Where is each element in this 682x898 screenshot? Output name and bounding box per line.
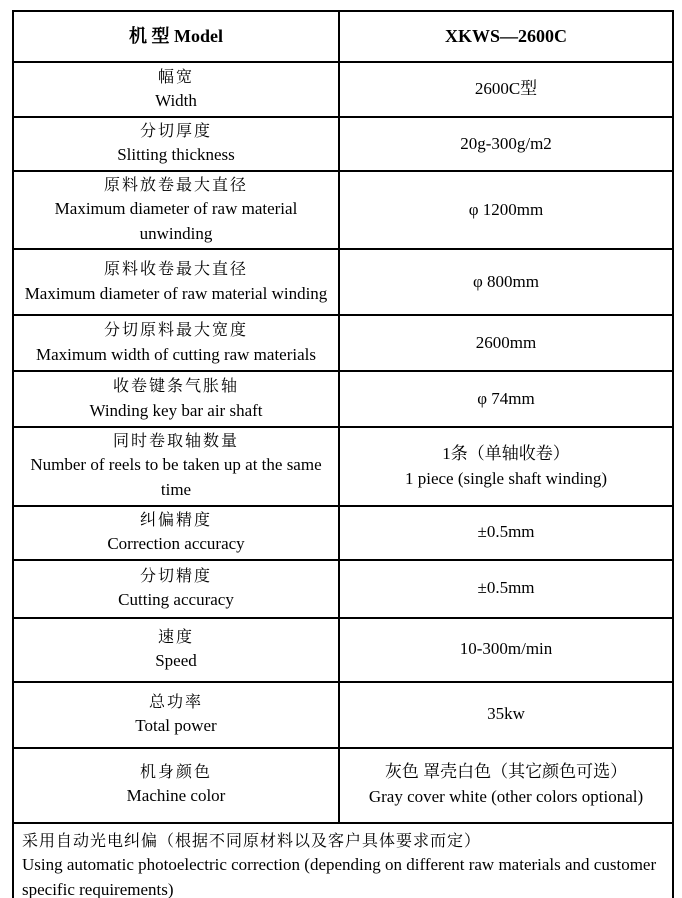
spec-row-width (13, 62, 673, 117)
param-cell (13, 506, 339, 560)
param-cell (13, 171, 339, 249)
value-cell (339, 62, 673, 117)
footer-note-en: Using automatic photoelectric correction (depending on different raw materials and customer specific requirements) (22, 855, 657, 898)
value-line-1: 35kw (487, 704, 525, 724)
param-cell (13, 117, 339, 171)
value-cell (339, 171, 673, 249)
value-cell (339, 748, 673, 823)
value-cell (339, 117, 673, 171)
param-label-zh: 机身颜色 (139, 764, 212, 782)
param-label-en: Speed (155, 650, 197, 670)
param-cell (13, 427, 339, 505)
spec-row-correction-accuracy (13, 506, 673, 560)
param-label-en: Number of reels to be taken up at the same time (30, 455, 322, 500)
footer-note-cell (13, 823, 673, 898)
value-line-2: Gray cover white (other colors optional) (368, 787, 644, 807)
model-value-cell (339, 11, 673, 62)
param-label-zh: 幅宽 (157, 68, 194, 86)
param-cell (13, 560, 339, 618)
value-cell (339, 371, 673, 427)
spec-row-slitting-thickness (13, 117, 673, 171)
spec-row-machine-color (13, 748, 673, 823)
param-cell (13, 682, 339, 748)
param-cell (13, 249, 339, 315)
footer-note-zh: 采用自动光电纠偏（根据不同原材料以及客户具体要求而定） (22, 832, 482, 850)
param-label-en: Maximum diameter of raw material winding (24, 283, 328, 303)
spec-row-max-diameter-unwinding (13, 171, 673, 249)
param-cell (13, 315, 339, 371)
spec-row-total-power (13, 682, 673, 748)
param-label-en: Correction accuracy (107, 533, 245, 553)
param-label-en: Maximum width of cutting raw materials (36, 344, 316, 364)
value-cell (339, 506, 673, 560)
spec-row-reels-count (13, 427, 673, 505)
value-cell (339, 618, 673, 682)
param-label-zh: 总功率 (148, 693, 203, 711)
value-line-2: 1 piece (single shaft winding) (404, 468, 608, 488)
param-label-zh: 分切厚度 (139, 123, 212, 140)
value-line-1: ±0.5mm (477, 522, 535, 542)
param-label-en: Width (155, 90, 197, 110)
machine-spec-table (12, 10, 674, 898)
model-label-cell (13, 11, 339, 62)
param-label-zh: 原料收卷最大直径 (103, 261, 248, 279)
value-cell (339, 315, 673, 371)
value-line-1: φ 1200mm (468, 199, 544, 219)
value-cell (339, 682, 673, 748)
param-label-zh: 分切精度 (139, 567, 212, 585)
param-cell (13, 371, 339, 427)
param-cell (13, 618, 339, 682)
value-line-1: 灰色 罩壳白色（其它颜色可选） (384, 762, 628, 782)
value-cell (339, 560, 673, 618)
spec-row-max-cutting-width (13, 315, 673, 371)
param-label-zh: 原料放卷最大直径 (103, 176, 248, 194)
spec-row-max-diameter-winding (13, 249, 673, 315)
param-label-zh: 分切原料最大宽度 (103, 322, 248, 340)
spec-footer-note-row (13, 823, 673, 898)
value-line-1: ±0.5mm (477, 578, 535, 598)
value-line-1: φ 800mm (472, 271, 539, 291)
param-label-en: Winding key bar air shaft (89, 400, 263, 420)
param-label-zh: 同时卷取轴数量 (112, 433, 239, 451)
value-line-1: 2600mm (475, 332, 537, 352)
value-cell (339, 249, 673, 315)
param-label-en: Machine color (126, 786, 226, 806)
param-label-en: Maximum diameter of raw material unwinding (54, 199, 298, 243)
param-cell (13, 62, 339, 117)
param-label-zh: 收卷键条气胀轴 (112, 378, 239, 396)
value-line-1: 20g-300g/m2 (460, 133, 552, 153)
param-label-zh: 纠偏精度 (139, 511, 212, 529)
spec-row-speed (13, 618, 673, 682)
param-cell (13, 748, 339, 823)
value-line-1: 2600C型 (474, 79, 538, 99)
param-label-en: Slitting thickness (117, 145, 235, 165)
param-label-en: Total power (135, 715, 217, 735)
value-line-1: 10-300m/min (459, 639, 553, 659)
param-label-en: Cutting accuracy (118, 589, 234, 609)
spec-row-cutting-accuracy (13, 560, 673, 618)
model-label: 机 型 Model (129, 26, 223, 47)
value-cell (339, 427, 673, 505)
param-label-zh: 速度 (157, 628, 194, 646)
table-header-row (13, 11, 673, 62)
value-line-1: 1条（单轴收卷） (442, 443, 570, 463)
model-value: XKWS—2600C (444, 26, 567, 47)
spec-row-air-shaft (13, 371, 673, 427)
value-line-1: φ 74mm (477, 388, 535, 408)
